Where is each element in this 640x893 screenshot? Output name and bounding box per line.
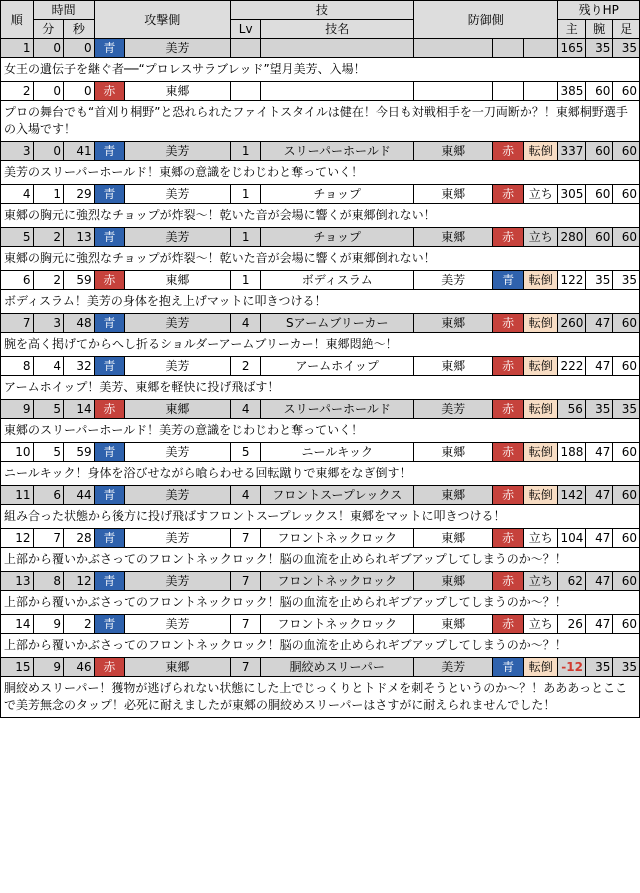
- table-row: [1, 529, 640, 548]
- defender-corner: 赤: [493, 529, 524, 548]
- move-name: チョップ: [261, 228, 414, 247]
- defender-corner: [493, 39, 524, 58]
- table-row: [1, 357, 640, 376]
- row-second: 14: [64, 400, 95, 419]
- header-order: 順: [1, 1, 34, 39]
- defender-name: 東郷: [414, 228, 493, 247]
- commentary-text: 腕を高く掲げてからへし折るショルダーアームブリーカー！東郷悶絶～！: [1, 333, 640, 357]
- comment-row: [1, 376, 640, 400]
- defender-state: 立ち: [523, 529, 558, 548]
- attacker-name: 美芳: [125, 443, 231, 462]
- move-level: 4: [230, 400, 261, 419]
- move-level: 1: [230, 142, 261, 161]
- attacker-name: 美芳: [125, 486, 231, 505]
- row-second: 59: [64, 271, 95, 290]
- comment-row: [1, 290, 640, 314]
- comment-row: [1, 462, 640, 486]
- defender-state: 転倒: [523, 486, 558, 505]
- defender-corner: 赤: [493, 228, 524, 247]
- hp-main: 188: [558, 443, 585, 462]
- row-second: 12: [64, 572, 95, 591]
- hp-main: 56: [558, 400, 585, 419]
- row-number: 14: [1, 615, 34, 634]
- row-minute: 2: [33, 228, 64, 247]
- row-second: 0: [64, 82, 95, 101]
- defender-state: 転倒: [523, 271, 558, 290]
- move-level: 5: [230, 443, 261, 462]
- hp-main: 62: [558, 572, 585, 591]
- comment-row: [1, 101, 640, 142]
- hp-main: 280: [558, 228, 585, 247]
- attacker-name: 美芳: [125, 185, 231, 204]
- commentary-text: 上部から覆いかぶさってのフロントネックロック！脳の血流を止められギブアップしてしまうのか～？！: [1, 591, 640, 615]
- move-level: 1: [230, 271, 261, 290]
- row-second: 2: [64, 615, 95, 634]
- attacker-corner: 青: [94, 314, 125, 333]
- attacker-name: 東郷: [125, 271, 231, 290]
- hp-arm: 60: [585, 228, 612, 247]
- row-minute: 2: [33, 271, 64, 290]
- attacker-name: 美芳: [125, 615, 231, 634]
- hp-arm: 35: [585, 400, 612, 419]
- attacker-name: 東郷: [125, 82, 231, 101]
- attacker-corner: 青: [94, 185, 125, 204]
- header-hp-leg: 足: [613, 20, 640, 39]
- hp-main: 385: [558, 82, 585, 101]
- attacker-corner: 青: [94, 142, 125, 161]
- hp-leg: 35: [613, 271, 640, 290]
- defender-state: 立ち: [523, 615, 558, 634]
- attacker-corner: 青: [94, 357, 125, 376]
- row-minute: 0: [33, 142, 64, 161]
- hp-main: 260: [558, 314, 585, 333]
- hp-leg: 35: [613, 39, 640, 58]
- header-time: 時間: [33, 1, 94, 20]
- move-name: ニールキック: [261, 443, 414, 462]
- hp-arm: 47: [585, 486, 612, 505]
- row-number: 12: [1, 529, 34, 548]
- defender-state: [523, 39, 558, 58]
- header-lv: Lv: [230, 20, 261, 39]
- commentary-text: 東郷のスリーパーホールド！美芳の意識をじわじわと奪っていく！: [1, 419, 640, 443]
- move-level: 1: [230, 228, 261, 247]
- move-name: フロントネックロック: [261, 615, 414, 634]
- hp-main: 337: [558, 142, 585, 161]
- attacker-corner: 赤: [94, 400, 125, 419]
- comment-row: [1, 634, 640, 658]
- defender-name: 東郷: [414, 142, 493, 161]
- hp-leg: 35: [613, 400, 640, 419]
- row-second: 46: [64, 658, 95, 677]
- attacker-corner: 青: [94, 572, 125, 591]
- defender-name: 東郷: [414, 615, 493, 634]
- header-hp: 残りHP: [558, 1, 640, 20]
- row-number: 6: [1, 271, 34, 290]
- commentary-text: 女王の遺伝子を継ぐ者──“プロレスサラブレッド”望月美芳、入場！: [1, 58, 640, 82]
- attacker-name: 美芳: [125, 142, 231, 161]
- hp-arm: 60: [585, 185, 612, 204]
- defender-corner: 赤: [493, 185, 524, 204]
- row-minute: 3: [33, 314, 64, 333]
- move-level: 7: [230, 658, 261, 677]
- row-number: 11: [1, 486, 34, 505]
- table-row: [1, 228, 640, 247]
- attacker-corner: 青: [94, 529, 125, 548]
- hp-arm: 47: [585, 572, 612, 591]
- commentary-text: プロの舞台でも“首刈り桐野”と恐れられたファイトスタイルは健在！今日も対戦相手を一刀両断か？！東郷桐野選手の入場です！: [1, 101, 640, 142]
- move-name: Sアームブリーカー: [261, 314, 414, 333]
- defender-corner: 赤: [493, 486, 524, 505]
- commentary-text: 東郷の胸元に強烈なチョップが炸裂～！乾いた音が会場に響くが東郷倒れない！: [1, 204, 640, 228]
- move-name: [261, 82, 414, 101]
- row-minute: 6: [33, 486, 64, 505]
- hp-main: 122: [558, 271, 585, 290]
- hp-arm: 47: [585, 357, 612, 376]
- commentary-text: ボディスラム！美芳の身体を抱え上げマットに叩きつける！: [1, 290, 640, 314]
- move-level: [230, 39, 261, 58]
- hp-leg: 60: [613, 357, 640, 376]
- move-name: ボディスラム: [261, 271, 414, 290]
- hp-main: 165: [558, 39, 585, 58]
- hp-leg: 35: [613, 658, 640, 677]
- comment-row: [1, 677, 640, 718]
- hp-leg: 60: [613, 142, 640, 161]
- comment-row: [1, 548, 640, 572]
- defender-name: 東郷: [414, 443, 493, 462]
- move-level: 1: [230, 185, 261, 204]
- hp-arm: 47: [585, 443, 612, 462]
- defender-corner: 赤: [493, 400, 524, 419]
- defender-state: 立ち: [523, 228, 558, 247]
- defender-name: 美芳: [414, 271, 493, 290]
- defender-state: 転倒: [523, 314, 558, 333]
- commentary-text: 上部から覆いかぶさってのフロントネックロック！脳の血流を止められギブアップしてしまうのか～？！: [1, 548, 640, 572]
- header-sec: 秒: [64, 20, 95, 39]
- row-second: 13: [64, 228, 95, 247]
- defender-name: [414, 39, 493, 58]
- defender-corner: 赤: [493, 314, 524, 333]
- row-minute: 9: [33, 615, 64, 634]
- defender-name: 東郷: [414, 486, 493, 505]
- table-row: [1, 615, 640, 634]
- hp-arm: 47: [585, 314, 612, 333]
- defender-state: 転倒: [523, 142, 558, 161]
- commentary-text: 美芳のスリーパーホールド！東郷の意識をじわじわと奪っていく！: [1, 161, 640, 185]
- move-level: 7: [230, 615, 261, 634]
- commentary-text: 東郷の胸元に強烈なチョップが炸裂～！乾いた音が会場に響くが東郷倒れない！: [1, 247, 640, 271]
- defender-state: 転倒: [523, 443, 558, 462]
- table-header: [1, 1, 640, 39]
- comment-row: [1, 505, 640, 529]
- defender-corner: 青: [493, 658, 524, 677]
- defender-corner: 赤: [493, 357, 524, 376]
- hp-leg: 60: [613, 185, 640, 204]
- defender-state: [523, 82, 558, 101]
- attacker-corner: 青: [94, 443, 125, 462]
- header-attacker: 攻撃側: [94, 1, 230, 39]
- row-minute: 1: [33, 185, 64, 204]
- hp-main: 305: [558, 185, 585, 204]
- row-number: 13: [1, 572, 34, 591]
- move-name: アームホイップ: [261, 357, 414, 376]
- table-row: [1, 271, 640, 290]
- move-name: スリーパーホールド: [261, 142, 414, 161]
- hp-arm: 35: [585, 658, 612, 677]
- move-name: フロントネックロック: [261, 529, 414, 548]
- attacker-corner: 青: [94, 228, 125, 247]
- table-row: [1, 82, 640, 101]
- hp-main: 142: [558, 486, 585, 505]
- row-minute: 7: [33, 529, 64, 548]
- row-second: 44: [64, 486, 95, 505]
- defender-corner: 赤: [493, 615, 524, 634]
- row-second: 32: [64, 357, 95, 376]
- row-second: 48: [64, 314, 95, 333]
- row-second: 59: [64, 443, 95, 462]
- comment-row: [1, 247, 640, 271]
- comment-row: [1, 58, 640, 82]
- defender-name: 東郷: [414, 314, 493, 333]
- row-number: 1: [1, 39, 34, 58]
- hp-leg: 60: [613, 615, 640, 634]
- table-body: [1, 39, 640, 718]
- commentary-text: 上部から覆いかぶさってのフロントネックロック！脳の血流を止められギブアップしてしまうのか～？！: [1, 634, 640, 658]
- defender-corner: 赤: [493, 142, 524, 161]
- header-move-name: 技名: [261, 20, 414, 39]
- row-number: 8: [1, 357, 34, 376]
- hp-leg: 60: [613, 82, 640, 101]
- move-level: 2: [230, 357, 261, 376]
- hp-leg: 60: [613, 486, 640, 505]
- row-minute: 4: [33, 357, 64, 376]
- attacker-name: 美芳: [125, 357, 231, 376]
- header-hp-arm: 腕: [585, 20, 612, 39]
- defender-state: 転倒: [523, 658, 558, 677]
- comment-row: [1, 333, 640, 357]
- hp-main: 26: [558, 615, 585, 634]
- comment-row: [1, 204, 640, 228]
- table-row: [1, 572, 640, 591]
- row-minute: 5: [33, 443, 64, 462]
- attacker-name: 美芳: [125, 228, 231, 247]
- row-second: 41: [64, 142, 95, 161]
- hp-main: 222: [558, 357, 585, 376]
- defender-state: 立ち: [523, 185, 558, 204]
- row-number: 9: [1, 400, 34, 419]
- row-second: 29: [64, 185, 95, 204]
- table-row: [1, 185, 640, 204]
- move-level: 4: [230, 486, 261, 505]
- defender-name: 東郷: [414, 572, 493, 591]
- attacker-name: 美芳: [125, 572, 231, 591]
- header-hp-main: 主: [558, 20, 585, 39]
- defender-corner: [493, 82, 524, 101]
- move-level: [230, 82, 261, 101]
- defender-name: 美芳: [414, 400, 493, 419]
- move-level: 7: [230, 529, 261, 548]
- row-number: 3: [1, 142, 34, 161]
- hp-main: 104: [558, 529, 585, 548]
- row-minute: 0: [33, 82, 64, 101]
- header-move: 技: [230, 1, 413, 20]
- hp-leg: 60: [613, 228, 640, 247]
- defender-state: 転倒: [523, 400, 558, 419]
- defender-name: 東郷: [414, 529, 493, 548]
- move-name: フロントスープレックス: [261, 486, 414, 505]
- attacker-name: 美芳: [125, 314, 231, 333]
- defender-name: [414, 82, 493, 101]
- comment-row: [1, 591, 640, 615]
- attacker-corner: 青: [94, 486, 125, 505]
- comment-row: [1, 419, 640, 443]
- hp-leg: 60: [613, 529, 640, 548]
- hp-arm: 60: [585, 142, 612, 161]
- defender-corner: 青: [493, 271, 524, 290]
- row-number: 15: [1, 658, 34, 677]
- table-row: [1, 142, 640, 161]
- defender-corner: 赤: [493, 443, 524, 462]
- hp-arm: 35: [585, 271, 612, 290]
- row-minute: 8: [33, 572, 64, 591]
- commentary-text: ニールキック！身体を浴びせながら喰らわせる回転蹴りで東郷をなぎ倒す！: [1, 462, 640, 486]
- hp-arm: 47: [585, 529, 612, 548]
- row-number: 10: [1, 443, 34, 462]
- hp-arm: 60: [585, 82, 612, 101]
- move-level: 7: [230, 572, 261, 591]
- attacker-name: 東郷: [125, 400, 231, 419]
- row-minute: 9: [33, 658, 64, 677]
- defender-name: 美芳: [414, 658, 493, 677]
- hp-leg: 60: [613, 572, 640, 591]
- table-row: [1, 443, 640, 462]
- row-second: 0: [64, 39, 95, 58]
- commentary-text: 胴絞めスリーパー！獲物が逃げられない状態にした上でじっくりとトドメを刺そうというのか～？！あああっとここで美芳無念のタップ！必死に耐えましたが東郷の胴絞めスリーパーはさすがに耐えられませんでした！: [1, 677, 640, 718]
- hp-main: -12: [558, 658, 585, 677]
- move-name: チョップ: [261, 185, 414, 204]
- header-defender: 防御側: [414, 1, 558, 39]
- attacker-name: 東郷: [125, 658, 231, 677]
- defender-state: 立ち: [523, 572, 558, 591]
- table-row: [1, 486, 640, 505]
- attacker-corner: 赤: [94, 271, 125, 290]
- commentary-text: 組み合った状態から後方に投げ飛ばすフロントスープレックス！東郷をマットに叩きつける！: [1, 505, 640, 529]
- attacker-corner: 青: [94, 39, 125, 58]
- row-minute: 0: [33, 39, 64, 58]
- hp-arm: 35: [585, 39, 612, 58]
- row-number: 5: [1, 228, 34, 247]
- move-name: 胴絞めスリーパー: [261, 658, 414, 677]
- hp-arm: 47: [585, 615, 612, 634]
- row-number: 4: [1, 185, 34, 204]
- hp-leg: 60: [613, 443, 640, 462]
- attacker-name: 美芳: [125, 529, 231, 548]
- row-number: 2: [1, 82, 34, 101]
- attacker-corner: 青: [94, 615, 125, 634]
- move-name: スリーパーホールド: [261, 400, 414, 419]
- table-row: [1, 658, 640, 677]
- commentary-text: アームホイップ！美芳、東郷を軽快に投げ飛ばす！: [1, 376, 640, 400]
- table-row: [1, 314, 640, 333]
- table-row: [1, 39, 640, 58]
- comment-row: [1, 161, 640, 185]
- row-number: 7: [1, 314, 34, 333]
- header-min: 分: [33, 20, 64, 39]
- attacker-corner: 赤: [94, 658, 125, 677]
- move-name: [261, 39, 414, 58]
- table-row: [1, 400, 640, 419]
- attacker-name: 美芳: [125, 39, 231, 58]
- move-name: フロントネックロック: [261, 572, 414, 591]
- defender-corner: 赤: [493, 572, 524, 591]
- move-level: 4: [230, 314, 261, 333]
- hp-leg: 60: [613, 314, 640, 333]
- defender-name: 東郷: [414, 185, 493, 204]
- row-second: 28: [64, 529, 95, 548]
- attacker-corner: 赤: [94, 82, 125, 101]
- defender-state: 転倒: [523, 357, 558, 376]
- row-minute: 5: [33, 400, 64, 419]
- defender-name: 東郷: [414, 357, 493, 376]
